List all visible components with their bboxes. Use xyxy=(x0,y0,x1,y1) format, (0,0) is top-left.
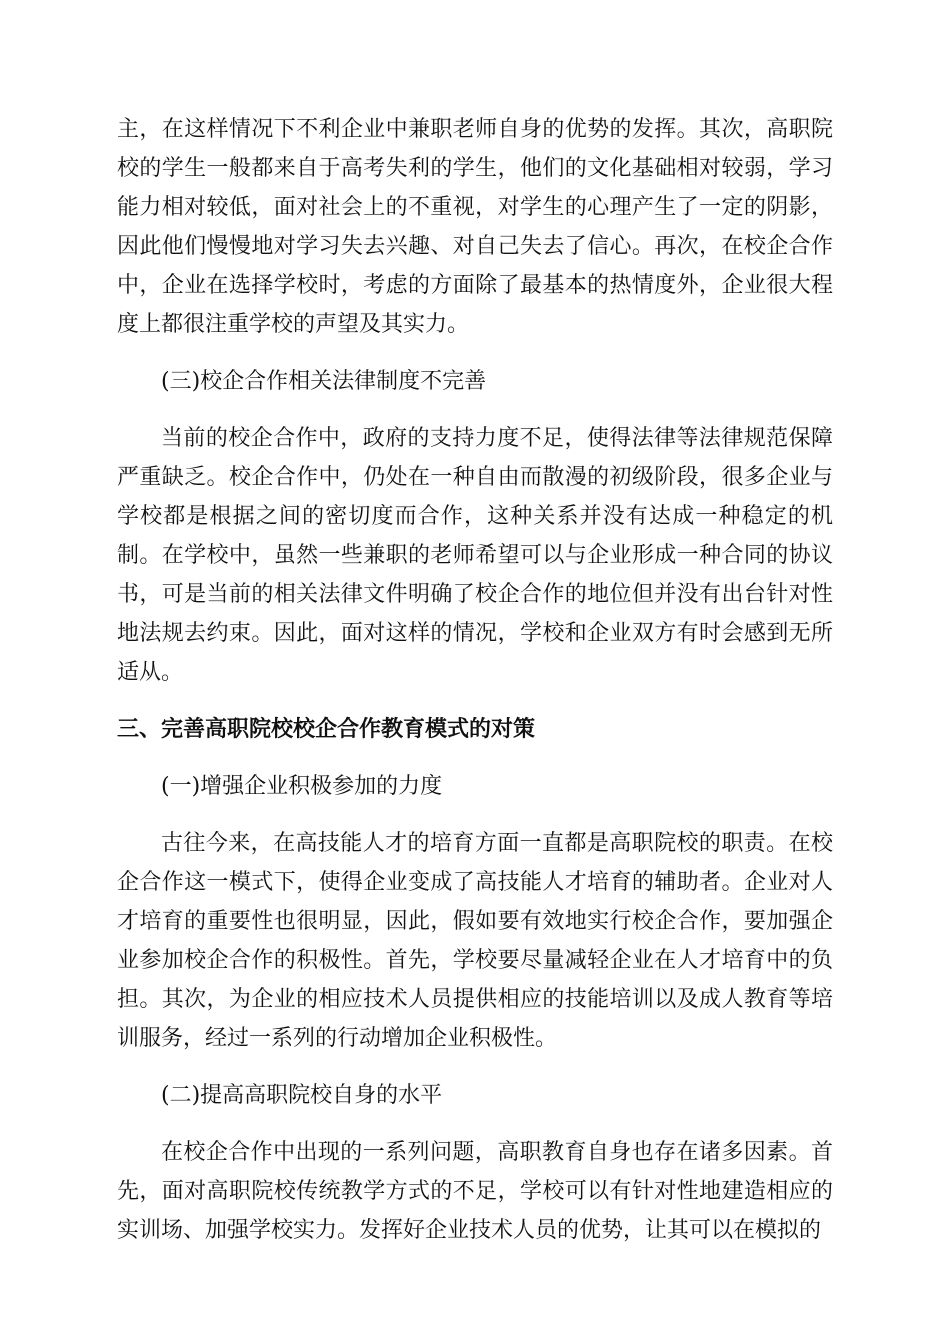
subheading-1: (一)增强企业积极参加的力度 xyxy=(161,774,443,799)
paragraph-enterprise-participation: 古往今来，在高技能人才的培育方面一直都是高职院校的职责。在校企合作这一模式下，使得企业变成了高技能人才培育的辅助者。企业对人才培育的重要性也很明显，因此，假如要有效地实行校企合作，要加强企业参加校企合作的积极性。首先，学校要尽量减轻企业在人才培育中的负担。其次，为企业的相应技术人员提供相应的技能培训以及成人教育等培训服务，经过一系列的行动增加企业积极性。 xyxy=(117,831,833,1051)
document-page xyxy=(117,110,833,1250)
paragraph-continued: 主，在这样情况下不利企业中兼职老师自身的优势的发挥。其次，高职院校的学生一般都来自于高考失利的学生，他们的文化基础相对较弱，学习能力相对较低，面对社会上的不重视，对学生的心理产生了一定的阴影，因此他们慢慢地对学习失去兴趣、对自己失去了信心。再次，在校企合作中，企业在选择学校时，考虑的方面除了最基本的热情度外，企业很大程度上都很注重学校的声望及其实力。 xyxy=(117,117,833,337)
section-heading-3: 三、完善高职院校校企合作教育模式的对策 xyxy=(117,717,536,742)
subheading-2: (二)提高高职院校自身的水平 xyxy=(161,1083,443,1108)
subheading-3: (三)校企合作相关法律制度不完善 xyxy=(161,369,487,394)
paragraph-legal-system: 当前的校企合作中，政府的支持力度不足，使得法律等法律规范保障严重缺乏。校企合作中，仍处在一种自由而散漫的初级阶段，很多企业与学校都是根据之间的密切度而合作，这种关系并没有达成一种稳定的机制。在学校中，虽然一些兼职的老师希望可以与企业形成一种合同的协议书，可是当前的相关法律文件明确了校企合作的地位但并没有出台针对性地法规去约束。因此，面对这样的情况，学校和企业双方有时会感到无所适从。 xyxy=(117,426,833,685)
paragraph-school-level: 在校企合作中出现的一系列问题，高职教育自身也存在诸多因素。首先，面对高职院校传统教学方式的不足，学校可以有针对性地建造相应的实训场、加强学校实力。发挥好企业技术人员的优势，让其可以在模拟的 xyxy=(117,1140,833,1243)
